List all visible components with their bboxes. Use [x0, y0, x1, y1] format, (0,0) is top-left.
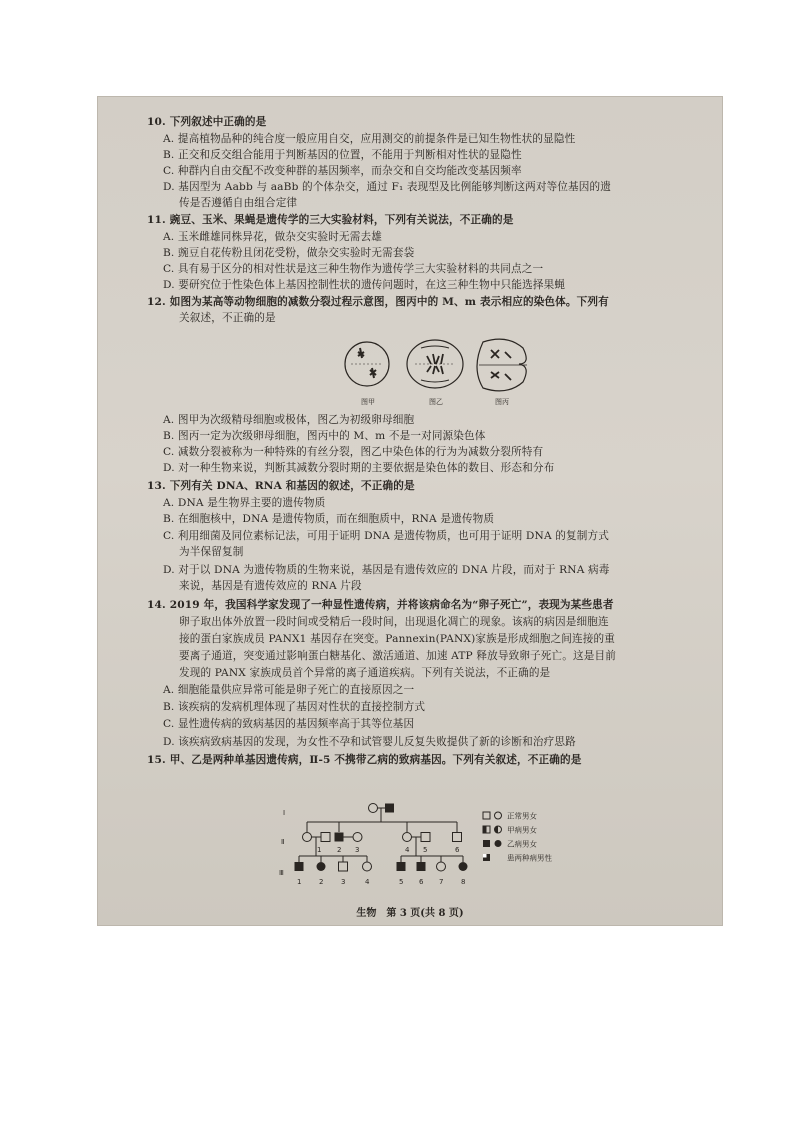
question-line: D. 要研究位于性染色体上基因控制性状的遗传问题时，在这三种生物中只能选择果蝇	[163, 279, 566, 291]
question-stem: 10. 下列叙述中正确的是	[147, 116, 267, 128]
legend-both: 患两种病男性	[507, 853, 552, 863]
question-line: A. 提高植物品种的纯合度一般应用自交，应用测交的前提条件是已知生物性状的显隐性	[163, 133, 576, 145]
question-line: 关叙述，不正确的是	[179, 312, 276, 324]
question-stem: 13. 下列有关 DNA、RNA 和基因的叙述，不正确的是	[147, 480, 415, 492]
III-5-num: 5	[399, 878, 404, 886]
gen-III-label: Ⅲ	[279, 869, 284, 877]
question-line: C. 利用细菌及同位素标记法，可用于证明 DNA 是遗传物质，也可用于证明 DNA 的复制方式	[163, 530, 609, 542]
cell-jia	[345, 342, 389, 386]
III-1-num: 1	[297, 878, 302, 886]
gen-II-label: Ⅱ	[281, 838, 285, 846]
III-7-num: 7	[439, 878, 444, 886]
II-2-num: 2	[337, 846, 342, 854]
legend-jia: 甲病男女	[507, 825, 537, 835]
question-line: 发现的 PANX 家族成员首个异常的离子通道疾病。下列有关说法，不正确的是	[179, 667, 551, 679]
label-bing: 图丙	[495, 398, 509, 406]
question-line: C. 种群内自由交配不改变种群的基因频率，而杂交和自交均能改变基因频率	[163, 165, 522, 177]
question-line: C. 具有易于区分的相对性状是这三种生物作为遗传学三大实验材料的共同点之一	[163, 263, 544, 275]
question-line: D. 基因型为 Aabb 与 aaBb 的个体杂交，通过 F₁ 表现型及比例能够判断这两对等位基因的遗	[163, 181, 612, 193]
III-2-num: 2	[319, 878, 324, 886]
question-stem: 11. 豌豆、玉米、果蝇是遗传学的三大实验材料，下列有关说法，不正确的是	[147, 214, 514, 226]
label-jia: 图甲	[361, 398, 375, 406]
label-yi: 图乙	[429, 398, 443, 406]
question-line: B. 在细胞核中，DNA 是遗传物质，而在细胞质中，RNA 是遗传物质	[163, 513, 495, 525]
pedigree-chart	[277, 800, 637, 892]
gen-I-label: Ⅰ	[283, 809, 286, 817]
II-6-num: 6	[455, 846, 460, 854]
meiosis-figure	[337, 328, 537, 410]
III-8-num: 8	[461, 878, 466, 886]
I-male	[385, 804, 394, 813]
question-line: 要离子通道，突变通过影响蛋白糖基化、激活通道、加速 ATP 释放导致卵子死亡。这是目前	[179, 650, 617, 662]
question-line: 传是否遵循自由组合定律	[179, 197, 298, 209]
question-line: B. 该疾病的发病机理体现了基因对性状的直接控制方式	[163, 701, 426, 713]
III-6-num: 6	[419, 878, 424, 886]
question-line: 为半保留复制	[179, 546, 244, 558]
page-footer: 生物 第 3 页(共 8 页)	[356, 908, 464, 919]
question-line: 来说，基因是有遗传效应的 RNA 片段	[179, 580, 362, 592]
question-line: A. 细胞能量供应异常可能是卵子死亡的直接原因之一	[163, 684, 415, 696]
question-line: C. 减数分裂被称为一种特殊的有丝分裂，图乙中染色体的行为为减数分裂所特有	[163, 446, 544, 458]
II-4-num: 4	[405, 846, 410, 854]
question-line: D. 对一种生物来说，判断其减数分裂时期的主要依据是染色体的数目、形态和分布	[163, 462, 555, 474]
exam-page	[97, 96, 723, 926]
question-line: D. 对于以 DNA 为遗传物质的生物来说，基因是有遗传效应的 DNA 片段，而对于 RNA 病毒	[163, 564, 610, 576]
legend-normal: 正常男女	[507, 811, 537, 821]
question-line: D. 该疾病致病基因的发现，为女性不孕和试管婴儿反复失败提供了新的诊断和治疗思路	[163, 736, 576, 748]
question-line: 接的蛋白家族成员 PANX1 基因存在突变。Pannexin(PANX)家族是形成细胞之间连接的重	[179, 633, 616, 645]
question-line: 卵子取出体外放置一段时间或受精后一段时间，出现退化凋亡的现象。该病的病因是细胞连	[179, 616, 609, 628]
II-3-num: 3	[355, 846, 360, 854]
legend-yi: 乙病男女	[507, 839, 537, 849]
I-female	[369, 804, 378, 813]
question-stem: 14. 2019 年，我国科学家发现了一种显性遗传病，并将该病命名为“卵子死亡”，表现为某些患者	[147, 599, 614, 611]
question-line: A. 玉米雌雄同株异花，做杂交实验时无需去雄	[163, 231, 382, 243]
question-line: B. 图丙一定为次级卵母细胞，图丙中的 M、m 不是一对同源染色体	[163, 430, 486, 442]
question-line: C. 显性遗传病的致病基因的基因频率高于其等位基因	[163, 718, 415, 730]
question-line: A. DNA 是生物界主要的遗传物质	[163, 497, 326, 509]
question-stem: 15. 甲、乙是两种单基因遗传病，Ⅱ-5 不携带乙病的致病基因。下列有关叙述，不正确的是	[147, 754, 582, 766]
question-line: B. 豌豆自花传粉且闭花受粉，做杂交实验时无需套袋	[163, 247, 415, 259]
cell-bing	[477, 339, 527, 391]
question-stem: 12. 如图为某高等动物细胞的减数分裂过程示意图，图丙中的 M、m 表示相应的染色体。下列有	[147, 296, 609, 308]
pedigree-legend	[483, 811, 552, 863]
cell-yi	[407, 340, 463, 388]
II-1-num: 1	[317, 846, 322, 854]
question-line: A. 图甲为次级精母细胞或极体，图乙为初级卵母细胞	[163, 414, 415, 426]
question-line: B. 正交和反交组合能用于判断基因的位置，不能用于判断相对性状的显隐性	[163, 149, 522, 161]
III-3-num: 3	[341, 878, 346, 886]
II-5-num: 5	[423, 846, 428, 854]
III-4-num: 4	[365, 878, 370, 886]
